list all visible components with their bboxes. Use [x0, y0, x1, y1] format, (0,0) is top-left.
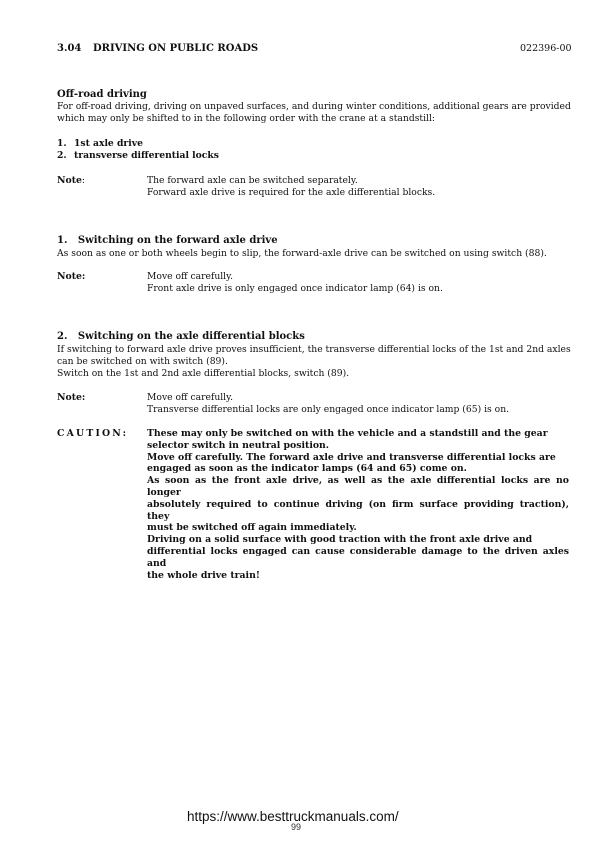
- caution-text: [147, 428, 569, 581]
- caution-line: As soon as the front axle drive, as well as the axle differential locks are no longer: [147, 475, 569, 498]
- caution-line: Move off carefully. The forward axle drive and transverse differential locks are: [147, 451, 556, 463]
- list-item-number: 2.: [57, 150, 67, 161]
- page-number: 99: [291, 822, 302, 832]
- note-line: Transverse differential locks are only engaged once indicator lamp (65) is on.: [147, 404, 510, 415]
- section-title: DRIVING ON PUBLIC ROADS: [93, 43, 259, 54]
- document-number: 022396-00: [520, 43, 572, 54]
- list-item-number: 1.: [57, 138, 67, 149]
- section2-body-line: can be switched on with switch (89).: [57, 356, 228, 367]
- caution-line: must be switched off again immediately.: [147, 522, 357, 534]
- caution-line: Driving on a solid surface with good traction with the front axle drive and: [147, 534, 533, 546]
- note-label: Note:: [57, 175, 86, 186]
- note-label: Note:: [57, 392, 86, 403]
- list-item-text: 1st axle drive: [74, 138, 143, 149]
- section2-heading: 2. Switching on the axle differential blocks: [57, 331, 305, 342]
- section1-heading: 1. Switching on the forward axle drive: [57, 235, 278, 246]
- caution-line: These may only be switched on with the vehicle and a standstill and the gear: [147, 428, 548, 439]
- note-label: Note:: [57, 271, 86, 282]
- note-line: Front axle drive is only engaged once indicator lamp (64) is on.: [147, 283, 443, 294]
- caution-line: selector switch in neutral position.: [147, 439, 330, 451]
- section-number: 3.04: [57, 43, 82, 54]
- caution-line: absolutely required to continue driving (on firm surface providing traction), they: [147, 498, 569, 522]
- caution-line: engaged as soon as the indicator lamps (64 and 65) come on.: [147, 463, 467, 475]
- note-line: Move off carefully.: [147, 392, 234, 403]
- caution-line: the whole drive train!: [147, 569, 260, 581]
- website-link[interactable]: https://www.besttruckmanuals.com/: [187, 809, 399, 824]
- section2-body-line: Switch on the 1st and 2nd axle differential blocks, switch (89).: [57, 368, 350, 379]
- list-item-text: transverse differential locks: [74, 150, 219, 161]
- section1-body: As soon as one or both wheels begin to slip, the forward-axle drive can be switched on using switch (88).: [57, 248, 547, 259]
- caution-label: CAUTION:: [57, 428, 129, 439]
- offroad-intro-line2: which may only be shifted to in the following order with the crane at a standstill:: [57, 113, 436, 124]
- offroad-intro-line1: For off-road driving, driving on unpaved surfaces, and during winter conditions, additional gears are provided: [57, 101, 571, 112]
- caution-line: differential locks engaged can cause considerable damage to the driven axles and: [147, 545, 569, 569]
- note-line: Forward axle drive is required for the axle differential blocks.: [147, 187, 436, 198]
- offroad-heading: Off-road driving: [57, 89, 147, 100]
- note-line: Move off carefully.: [147, 271, 234, 282]
- note-line: The forward axle can be switched separately.: [147, 175, 358, 186]
- section2-body-line: If switching to forward axle drive proves insufficient, the transverse differential locks of the 1st and 2nd axles: [57, 344, 571, 355]
